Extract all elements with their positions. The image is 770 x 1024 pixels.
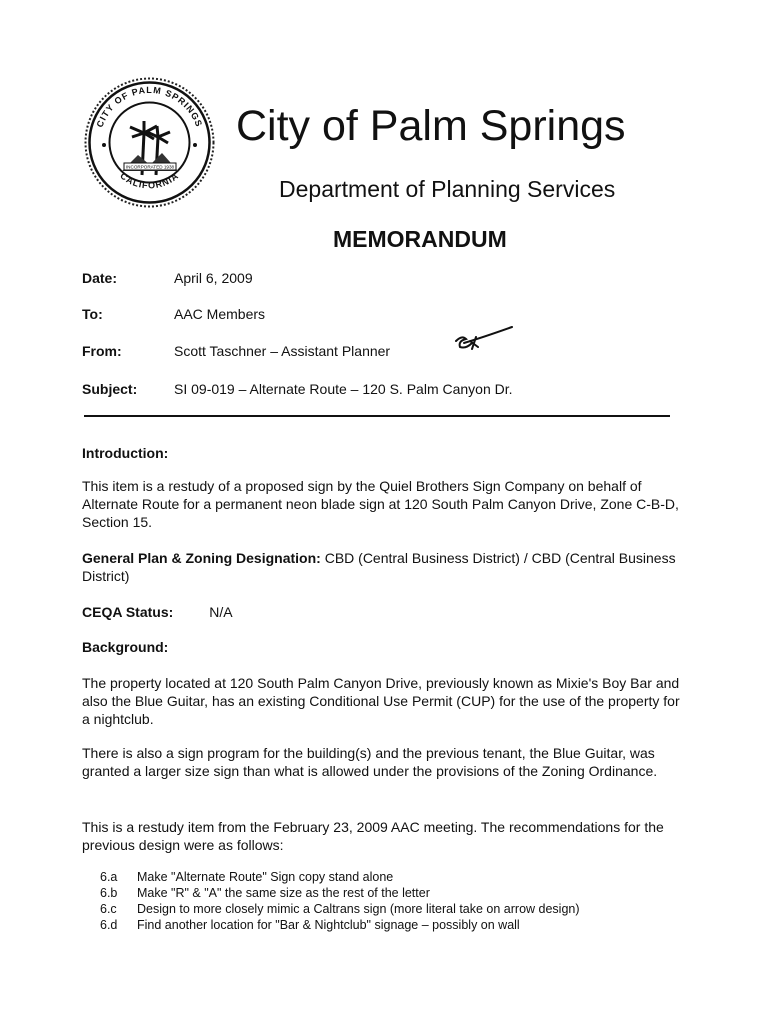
to-label: To: xyxy=(82,306,103,322)
date-label: Date: xyxy=(82,270,118,286)
zoning-value: CBD (Central Business District) / CBD (Central Business District) xyxy=(82,550,676,584)
memorandum-heading: MEMORANDUM xyxy=(333,226,507,252)
list-item xyxy=(100,901,660,917)
handwritten-initials-signature xyxy=(450,325,516,355)
zoning-designation xyxy=(82,549,686,585)
list-item xyxy=(100,869,660,885)
background-paragraph-3: This is a restudy item from the February 23, 2009 AAC meeting. The recommendations for the previous design were as follows: xyxy=(82,819,664,853)
department-name: Department of Planning Services xyxy=(279,176,616,202)
svg-text:CALIFORNIA: CALIFORNIA xyxy=(118,170,181,191)
subject-label: Subject: xyxy=(82,381,138,397)
subject-value: SI 09-019 – Alternate Route – 120 S. Palm Canyon Dr. xyxy=(174,381,513,397)
list-item-text: Make "R" & "A" the same size as the rest of the letter xyxy=(137,886,430,900)
from-value: Scott Taschner – Assistant Planner xyxy=(174,343,391,359)
list-item-number: 6.a xyxy=(100,870,118,884)
list-item-text: Design to more closely mimic a Caltrans sign (more literal take on arrow design) xyxy=(137,902,580,916)
city-name-title: City of Palm Springs xyxy=(236,102,626,150)
city-seal-logo xyxy=(82,75,217,210)
recommendations-list xyxy=(100,869,660,933)
zoning-label: General Plan & Zoning Designation: xyxy=(82,550,321,566)
list-item-number: 6.c xyxy=(100,902,117,916)
list-item-number: 6.d xyxy=(100,918,118,932)
ceqa-value: N/A xyxy=(209,604,233,620)
list-item-text: Make "Alternate Route" Sign copy stand alone xyxy=(137,870,394,884)
date-value: April 6, 2009 xyxy=(174,270,253,286)
background-heading: Background: xyxy=(82,639,169,655)
svg-text:INCORPORATED 1938: INCORPORATED 1938 xyxy=(125,164,175,170)
list-item xyxy=(100,885,660,901)
svg-text:CITY OF PALM SPRINGS: CITY OF PALM SPRINGS xyxy=(94,85,205,129)
background-paragraph-1: The property located at 120 South Palm Canyon Drive, previously known as Mixie's Boy Bar and also the Blue Guitar, has an existing Conditional Use Permit (CUP) for the use of the property for a nightclub. xyxy=(82,675,680,727)
introduction-heading: Introduction: xyxy=(82,445,169,461)
from-label: From: xyxy=(82,343,122,359)
list-item xyxy=(100,917,660,933)
ceqa-label: CEQA Status: xyxy=(82,604,174,620)
background-paragraph-2: There is also a sign program for the building(s) and the previous tenant, the Blue Guitar, was granted a larger size sign than what is allowed under the provisions of the Zoning Ordinance. xyxy=(82,745,658,779)
to-value: AAC Members xyxy=(174,306,266,322)
ceqa-status xyxy=(82,603,686,621)
list-item-text: Find another location for "Bar & Nightclub" signage – possibly on wall xyxy=(137,918,520,932)
header-divider xyxy=(84,415,670,417)
list-item-number: 6.b xyxy=(100,886,118,900)
introduction-text: This item is a restudy of a proposed sign by the Quiel Brothers Sign Company on behalf of Alternate Route for a permanent neon blade sign at 120 South Palm Canyon Drive, Zone C-B-D, Section 15. xyxy=(82,478,679,530)
